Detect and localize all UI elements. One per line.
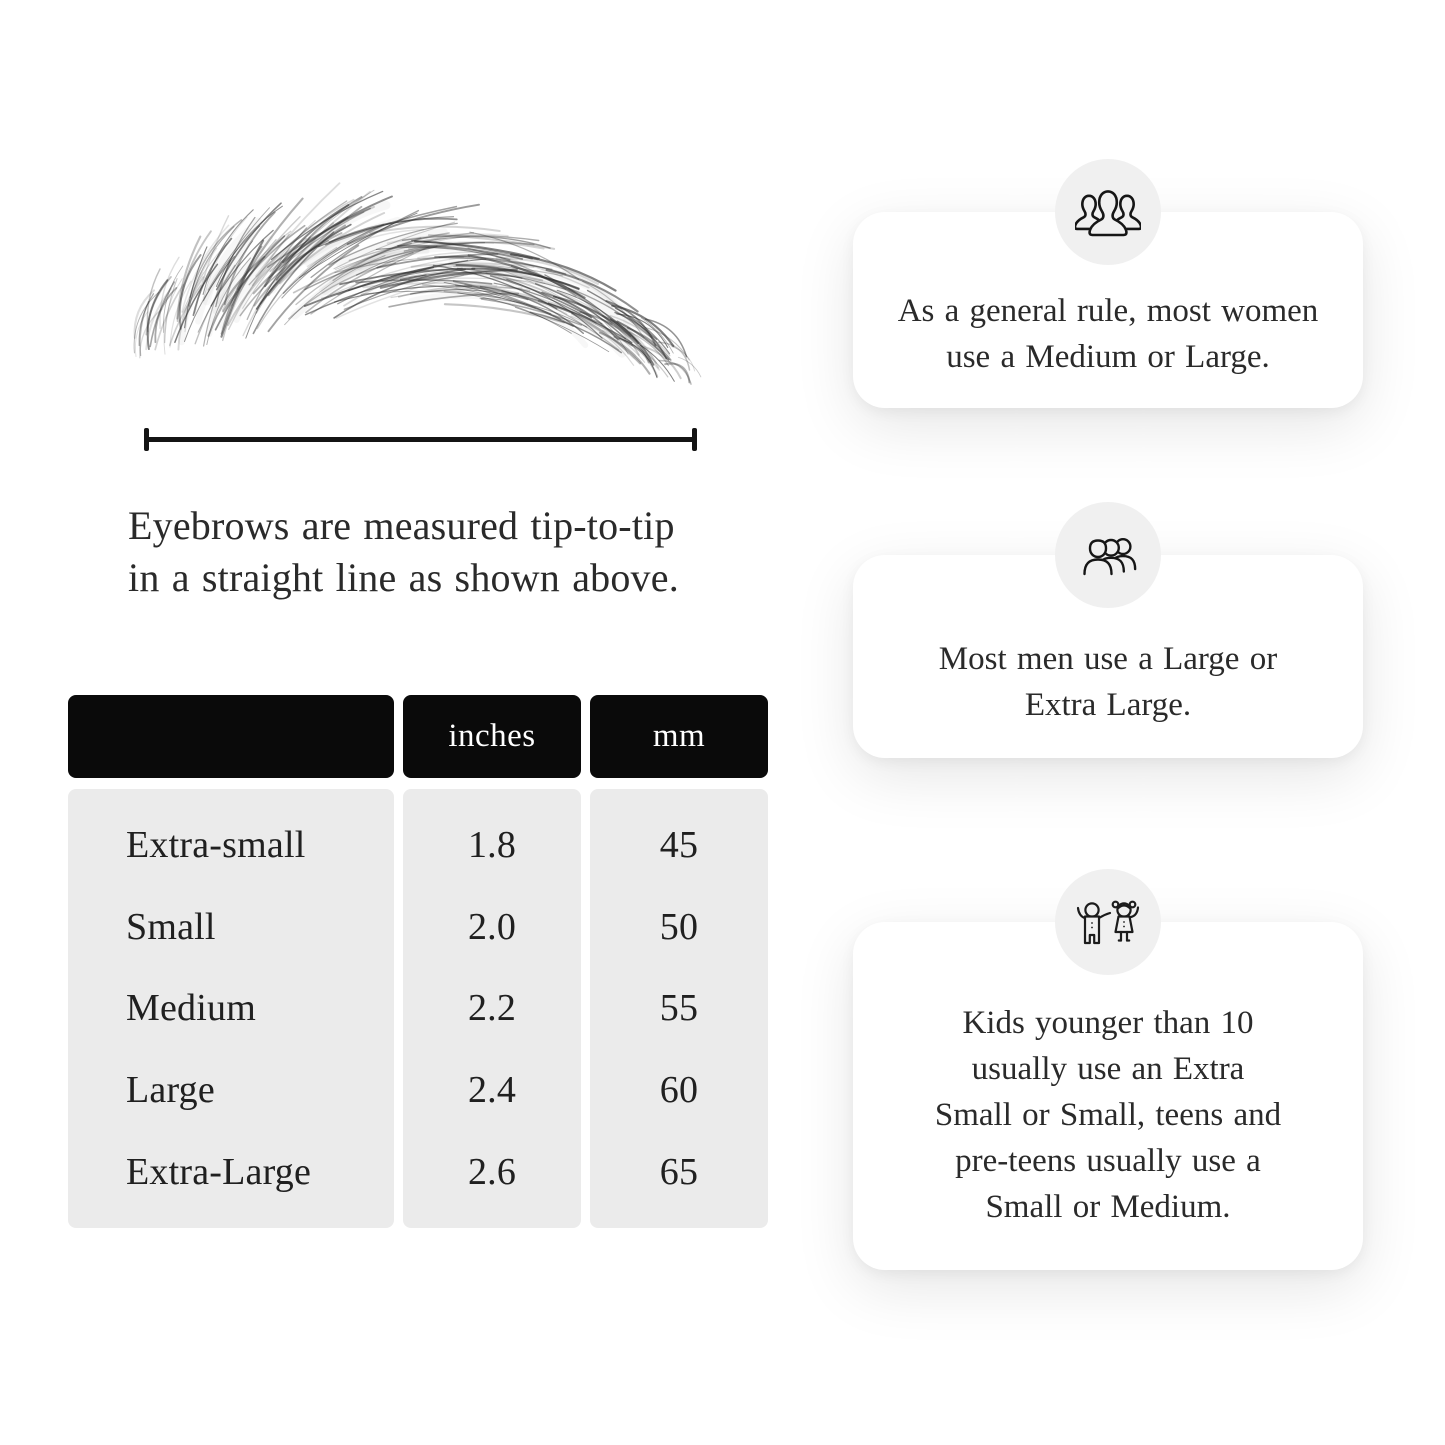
- icon-badge: [1055, 502, 1161, 608]
- inches-cell: 2.2: [467, 987, 517, 1030]
- icon-badge: [1055, 869, 1161, 975]
- text-line: Kids younger than 10: [962, 1005, 1254, 1041]
- text-line: Most men use a Large or: [938, 641, 1278, 677]
- mm-cell: 60: [659, 1069, 699, 1112]
- inches-cell: 2.4: [467, 1069, 517, 1112]
- measure-endcap-right: [692, 428, 697, 451]
- men-group-icon: [1075, 528, 1141, 582]
- header-size-cell: [68, 695, 394, 778]
- size-cell: Small: [126, 905, 216, 948]
- text-line: usually use an Extra: [971, 1051, 1245, 1087]
- card-text: [863, 636, 1353, 728]
- women-group-icon: [1075, 185, 1141, 239]
- inches-cell: 1.8: [467, 823, 517, 866]
- text-line: use a Medium or Large.: [946, 339, 1270, 375]
- size-cell: Extra-small: [126, 823, 306, 866]
- icon-badge: [1055, 159, 1161, 265]
- mm-cell: 55: [659, 987, 699, 1030]
- header-inches-cell: inches: [403, 695, 581, 778]
- inches-cell: 2.6: [467, 1151, 517, 1194]
- size-table: [68, 695, 768, 1228]
- size-cell: Medium: [126, 987, 256, 1030]
- text-line: Eyebrows are measured tip-to-tip: [128, 503, 675, 548]
- measurement-line: [144, 428, 697, 451]
- inches-cell: 2.0: [467, 905, 517, 948]
- card-text: [863, 288, 1353, 380]
- info-card-women: [853, 212, 1363, 408]
- measure-bar: [144, 437, 697, 442]
- text-line: pre-teens usually use a: [955, 1143, 1261, 1179]
- eyebrow-hair-stroke: [160, 257, 179, 328]
- text-line: Extra Large.: [1024, 687, 1192, 723]
- mm-cell: 65: [659, 1151, 699, 1194]
- mm-cell: 45: [659, 823, 699, 866]
- card-text: [863, 1000, 1353, 1230]
- text-line: As a general rule, most women: [897, 293, 1319, 329]
- text-line: Small or Small, teens and: [934, 1097, 1282, 1133]
- text-line: in a straight line as shown above.: [128, 555, 679, 600]
- mm-cell: 50: [659, 905, 699, 948]
- text-line: Small or Medium.: [985, 1189, 1231, 1225]
- header-mm-cell: mm: [590, 695, 768, 778]
- size-cell: Extra-Large: [126, 1151, 312, 1194]
- inches-column: [403, 789, 581, 1228]
- info-card-kids: [853, 922, 1363, 1270]
- size-column: [68, 789, 394, 1228]
- size-cell: Large: [126, 1069, 215, 1112]
- measurement-caption: [128, 500, 788, 604]
- kids-icon: [1072, 893, 1144, 951]
- mm-column: [590, 789, 768, 1228]
- info-card-men: [853, 555, 1363, 758]
- eyebrow-illustration: [95, 230, 735, 415]
